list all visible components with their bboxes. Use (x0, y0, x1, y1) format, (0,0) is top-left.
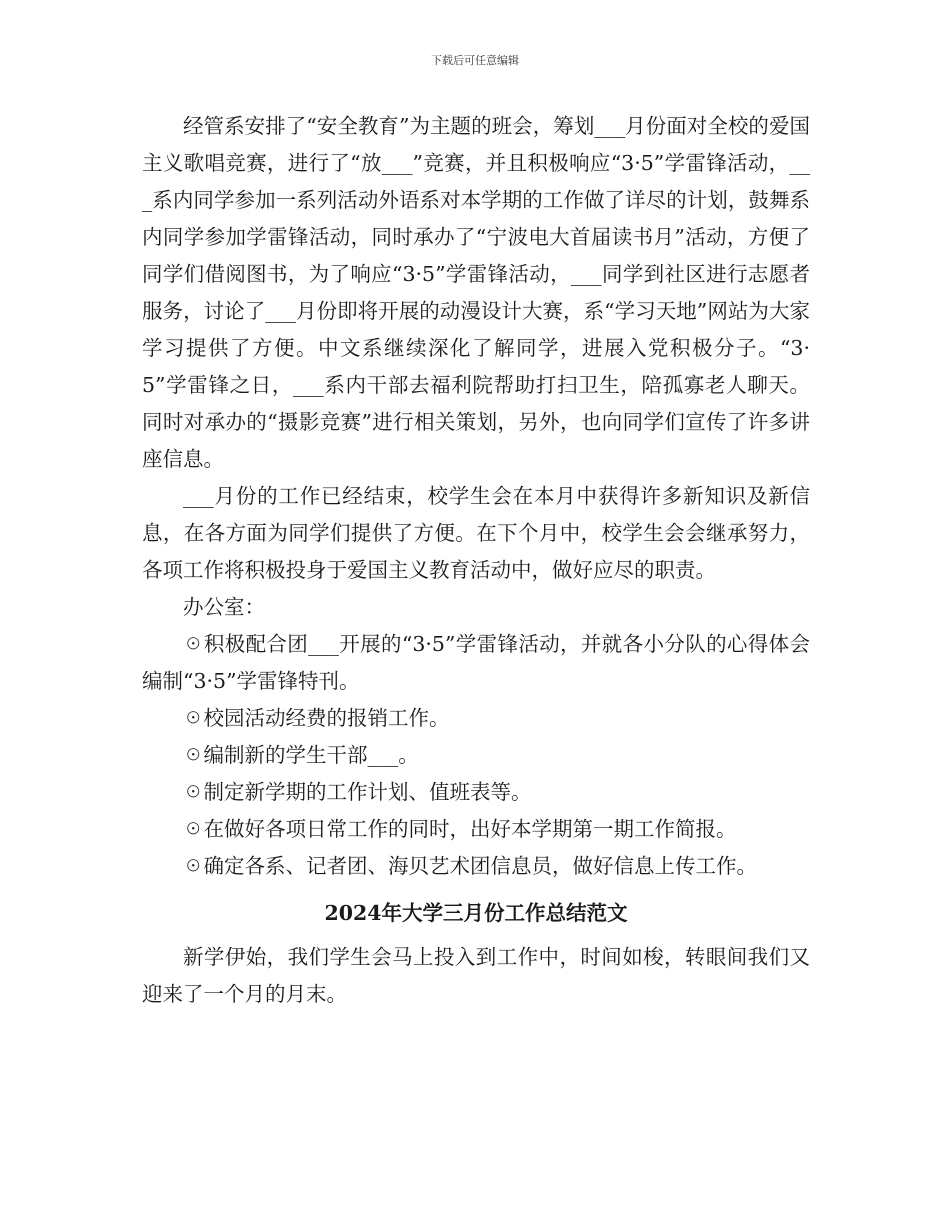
list-item-office-2: ☉校园活动经费的报销工作。 (183, 706, 450, 730)
page-header-note: 下载后可任意编辑 (431, 54, 519, 67)
list-item-office-5: ☉在做好各项日常工作的同时，出好本学期第一期工作简报。 (183, 817, 737, 841)
paragraph-summary: ___月份的工作已经结束，校学生会在本月中获得许多新知识及新信息，在各方面为同学们提供了方便。在下个月中，校学生会会继承努力，各项工作将积极投身于爱国主义教育活动中，做好应尽的职责。 (142, 484, 810, 582)
list-item-office-1: ☉积极配合团___开展的“3·5”学雷锋活动，并就各小分队的心得体会编制“3·5”学雷锋特刊。 (142, 632, 810, 693)
paragraph-intro: 新学伊始，我们学生会马上投入到工作中，时间如梭，转眼间我们又迎来了一个月的月末。 (142, 945, 810, 1006)
list-item-office-4: ☉制定新学期的工作计划、值班表等。 (183, 780, 532, 804)
paragraph-departments: 经管系安排了“安全教育”为主题的班会，筹划___月份面对全校的爱国主义歌唱竞赛，进行了“放___”竞赛，并且积极响应“3·5”学雷锋活动，___系内同学参加一系列活动外语系对本学期的工作做了详尽的计划，鼓舞系内同学参加学雷锋活动，同时承办了“宁波电大首届读书月”活动，方便了同学们借阅图书，为了响应“3·5”学雷锋活动，___同学到社区进行志愿者服务，讨论了___月份即将开展的动漫设计大赛，系“学习天地”网站为大家学习提供了方便。中文系继续深化了解同学，进展入党积极分子。“3·5”学雷锋之日，___系内干部去福利院帮助打扫卫生，陪孤寡老人聊天。同时对承办的“摄影竞赛”进行相关策划，另外，也向同学们宣传了许多讲座信息。 (142, 114, 810, 471)
list-item-office-6: ☉确定各系、记者团、海贝艺术团信息员，做好信息上传工作。 (183, 854, 757, 878)
list-item-office-3: ☉编制新的学生干部___。 (183, 743, 419, 767)
paragraph-office-label: 办公室： (183, 595, 265, 619)
document-body (142, 108, 810, 1013)
section-title: 2024年大学三月份工作总结范文 (324, 901, 628, 925)
